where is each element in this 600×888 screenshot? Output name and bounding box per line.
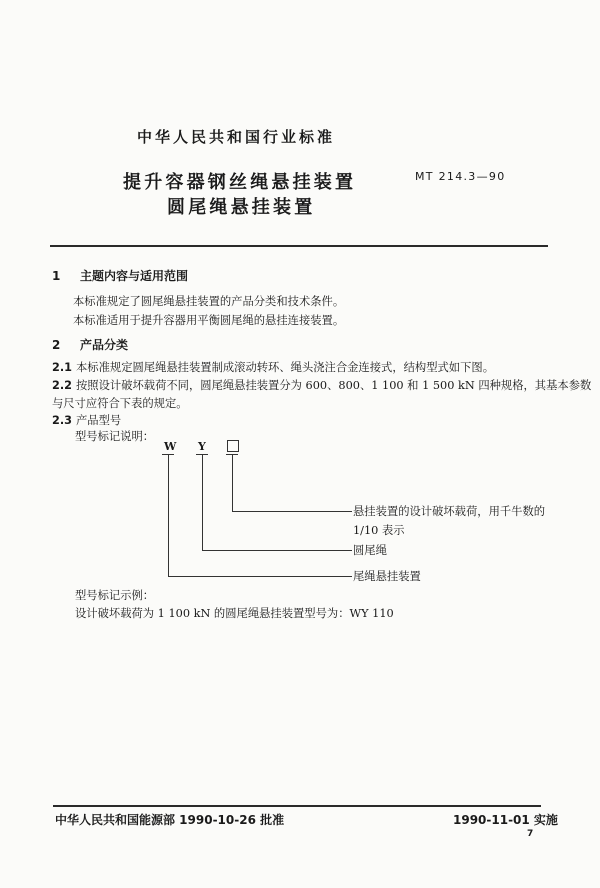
- clause-title: 产品型号: [76, 414, 122, 427]
- label-tail-rope-device: 尾绳悬挂装置: [353, 570, 421, 583]
- section-2-heading: [52, 336, 128, 353]
- clause-text: 本标准规定圆尾绳悬挂装置制成滚动转环、绳头浇注合金连接式，结构型式如下图。: [76, 361, 494, 374]
- leader-w-horizontal: [168, 576, 352, 577]
- leader-y-vertical: [202, 454, 203, 551]
- clause-number: 2.2: [52, 379, 73, 392]
- clause-text: 按照设计破坏载荷不同，圆尾绳悬挂装置分为 600、800、1 100 和 1 500 kN 四种规格，其基本参数: [76, 379, 592, 392]
- model-explanation-label: 型号标记说明：: [75, 430, 155, 443]
- letter-w: W: [164, 440, 177, 453]
- section-title: 产品分类: [80, 338, 129, 352]
- label-design-load-continued: 1/10 表示: [353, 524, 405, 537]
- approval-note: 中华人民共和国能源部 1990-10-26 批准: [55, 813, 285, 827]
- section-title: 主题内容与适用范围: [80, 269, 189, 283]
- clause-2-3: [52, 412, 121, 428]
- leader-box-vertical: [232, 454, 233, 512]
- leader-y-horizontal: [202, 550, 352, 551]
- section-number: 2: [52, 338, 61, 352]
- leader-w-vertical: [168, 454, 169, 577]
- document-title-line2: 圆尾绳悬挂装置: [167, 197, 316, 218]
- clause-2-1: [52, 359, 494, 375]
- leader-box-horizontal: [232, 511, 352, 512]
- example-text: 设计破坏载荷为 1 100 kN 的圆尾绳悬挂装置型号为：WY 110: [75, 607, 394, 620]
- example-title: 型号标记示例：: [75, 589, 155, 602]
- placeholder-box: [227, 440, 239, 452]
- section-1-para-2: 本标准适用于提升容器用平衡圆尾绳的悬挂连接装置。: [73, 314, 345, 327]
- section-1-para-1: 本标准规定了圆尾绳悬挂装置的产品分类和技术条件。: [73, 295, 345, 308]
- section-number: 1: [52, 269, 61, 283]
- label-round-tail-rope: 圆尾绳: [353, 544, 387, 557]
- section-1-heading: [52, 267, 188, 284]
- letter-y: Y: [198, 440, 206, 453]
- header-rule: [50, 245, 548, 247]
- industry-standard-heading: 中华人民共和国行业标准: [137, 128, 336, 146]
- document-title-line1: 提升容器钢丝绳悬挂装置: [123, 172, 357, 193]
- footer-rule: [53, 805, 541, 807]
- label-design-load: 悬挂装置的设计破坏载荷，用千牛数的: [353, 505, 546, 518]
- clause-2-2-continued: 与尺寸应符合下表的规定。: [52, 397, 188, 410]
- clause-number: 2.3: [52, 414, 73, 427]
- standard-code: MT 214.3—90: [415, 170, 506, 183]
- page-number: 7: [527, 829, 534, 839]
- clause-2-2: [52, 377, 591, 393]
- effective-date: 1990-11-01 实施: [453, 813, 558, 827]
- clause-number: 2.1: [52, 361, 73, 374]
